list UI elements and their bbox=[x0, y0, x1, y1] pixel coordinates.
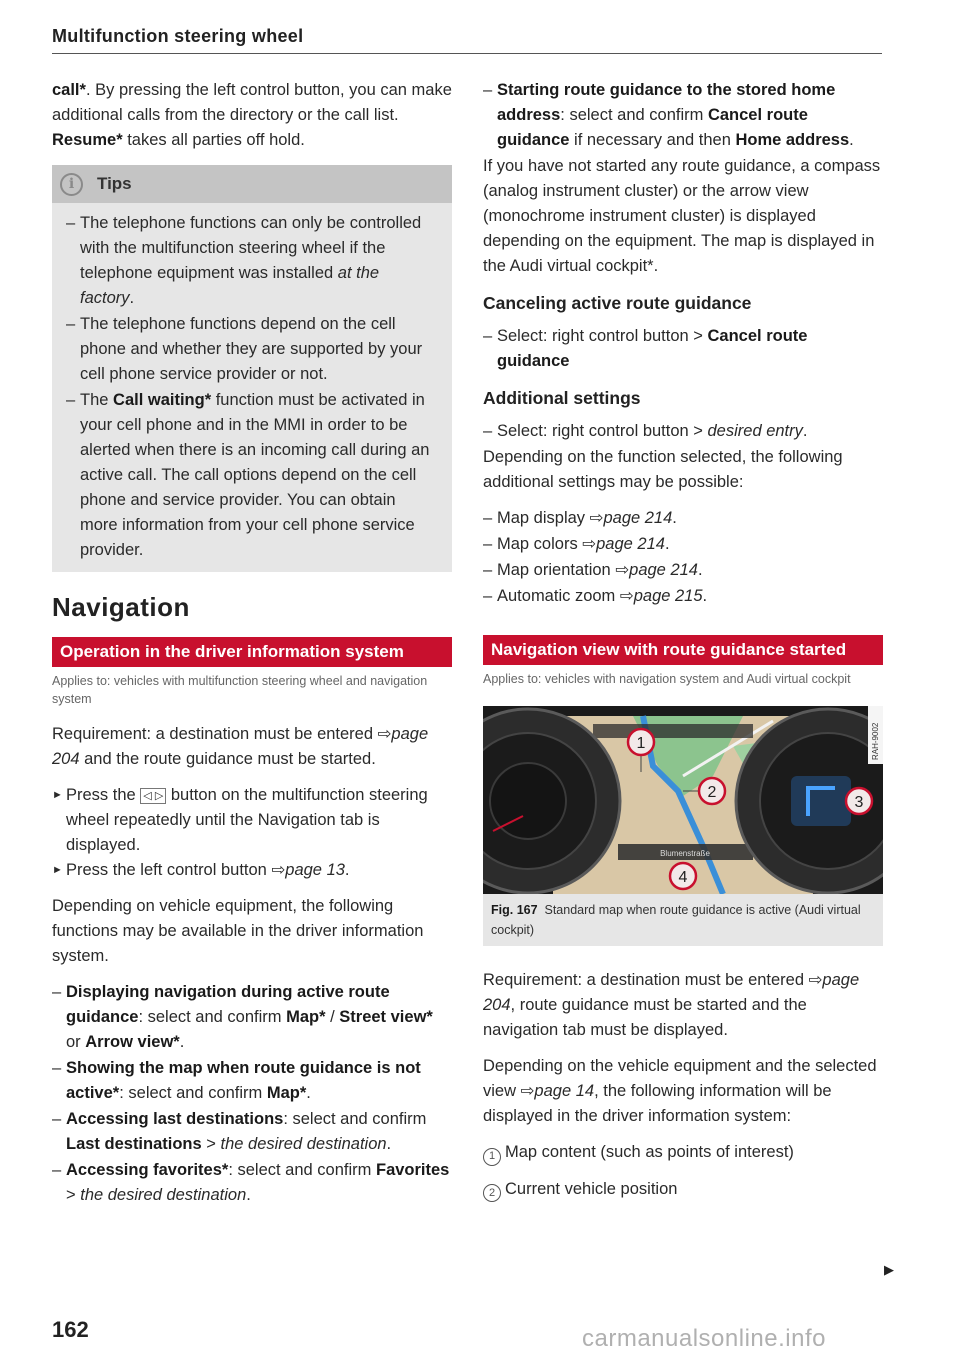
page-reference[interactable]: ⇨page 204 bbox=[483, 971, 860, 1014]
callout-4 bbox=[670, 863, 696, 889]
additional-list bbox=[483, 419, 883, 444]
subsection-title-operation: Operation in the driver information system bbox=[52, 637, 452, 667]
left-column bbox=[52, 78, 452, 1209]
arrow-keys-icon: ◁ ▷ bbox=[140, 788, 166, 804]
figure-caption: Fig. 167 Standard map when route guidance is active (Audi virtual cockpit) bbox=[483, 894, 883, 946]
function-item-home: – Starting route guidance to the stored home address: select and confirm Cancel route guidance if necessary and then Home address. bbox=[483, 78, 883, 153]
page-number: 162 bbox=[52, 1317, 89, 1342]
figure-167 bbox=[483, 706, 883, 946]
callout-3 bbox=[846, 788, 872, 814]
function-item-4: – Accessing favorites*: select and confirm Favorites > the desired destination. bbox=[52, 1158, 452, 1208]
intro-paragraph: call*. By pressing the left control button, you can make additional calls from the directory or the call list. Resume* takes all parties off hold. bbox=[52, 81, 452, 149]
fig-code-label: RAH-9002 bbox=[871, 722, 880, 760]
section-title-navigation: Navigation bbox=[52, 592, 190, 622]
page-reference[interactable]: ⇨page 214 bbox=[589, 509, 673, 527]
function-item-1: – Displaying navigation during active route guidance: select and confirm Map* / Street view* or Arrow view*. bbox=[52, 980, 452, 1055]
depending-paragraph: Depending on vehicle equipment, the following functions may be available in the driver information system. bbox=[52, 897, 424, 965]
settings-list bbox=[483, 506, 883, 609]
applies-to-note: Applies to: vehicles with multifunction steering wheel and navigation system bbox=[52, 674, 428, 706]
callout-legend-1: 1 Map content (such as points of interest) bbox=[483, 1140, 883, 1166]
svg-text:2: 2 bbox=[707, 784, 717, 801]
cockpit-svg bbox=[483, 706, 883, 894]
watermark: carmanualsonline.info bbox=[582, 1325, 826, 1352]
page-reference[interactable]: ⇨page 13 bbox=[271, 861, 345, 879]
additional-item: – Select: right control button > desired entry. bbox=[483, 419, 883, 444]
setting-item: – Automatic zoom ⇨page 215. bbox=[483, 584, 883, 609]
tip-item-3: – The Call waiting* function must be activated in your cell phone and in the MMI in order to be alerted when there is an incoming call during an active call. The call options depend on the cell phone and service provider. You can obtain more information from your cell phone service provider. bbox=[66, 388, 436, 563]
right-column bbox=[483, 78, 883, 1213]
tip-item-1: – The telephone functions can only be controlled with the multifunction steering wheel if the telephone equipment was installed at the factory. bbox=[66, 211, 436, 311]
svg-text:4: 4 bbox=[678, 869, 688, 886]
heading-canceling: Canceling active route guidance bbox=[483, 293, 752, 313]
cancel-item: – Select: right control button > Cancel route guidance bbox=[483, 324, 883, 374]
step-1: ► Press the ◁ ▷ button on the multifunction steering wheel repeatedly until the Navigation tab is displayed. bbox=[52, 783, 452, 858]
additional-depending-paragraph: Depending on the function selected, the following additional settings may be possible: bbox=[483, 448, 843, 491]
cockpit-map-illustration bbox=[483, 706, 883, 894]
requirement-paragraph: Requirement: a destination must be entered ⇨page 204 and the route guidance must be started. bbox=[52, 725, 429, 768]
function-list bbox=[52, 980, 452, 1208]
tips-body bbox=[52, 203, 452, 563]
setting-item: – Map orientation ⇨page 214. bbox=[483, 558, 883, 583]
page-header-title: Multifunction steering wheel bbox=[52, 26, 304, 46]
page-reference[interactable]: ⇨page 214 bbox=[615, 561, 698, 579]
header-rule bbox=[52, 53, 882, 54]
requirement-paragraph-2: Requirement: a destination must be entered ⇨page 204, route guidance must be started and the navigation tab must be displayed. bbox=[483, 971, 860, 1039]
no-guidance-paragraph: If you have not started any route guidance, a compass (analog instrument cluster) or the arrow view (monochrome instrument cluster) is displayed depending on the equipment. The map is displayed in the Audi virtual cockpit*. bbox=[483, 157, 881, 275]
tips-header bbox=[52, 165, 452, 203]
tip-item-2: – The telephone functions depend on the cell phone and whether they are supported by your cell phone service provider or not. bbox=[66, 312, 436, 387]
page-reference[interactable]: ⇨page 14 bbox=[520, 1082, 595, 1100]
fig-street-label: Blumenstraße bbox=[660, 849, 710, 858]
page-reference[interactable]: ⇨page 204 bbox=[52, 725, 429, 768]
function-item-3: – Accessing last destinations: select and confirm Last destinations > the desired destination. bbox=[52, 1107, 452, 1157]
callout-legend-2: 2 Current vehicle position bbox=[483, 1177, 883, 1203]
cancel-list bbox=[483, 324, 883, 374]
subsection-title-navigation-view: Navigation view with route guidance started bbox=[483, 635, 883, 665]
function-item-2: – Showing the map when route guidance is not active*: select and confirm Map*. bbox=[52, 1056, 452, 1106]
continue-arrow-icon: ▶ bbox=[884, 1262, 894, 1277]
page-header bbox=[52, 26, 882, 54]
svg-text:1: 1 bbox=[636, 735, 646, 752]
info-icon: i bbox=[60, 173, 83, 196]
setting-item: – Map colors ⇨page 214. bbox=[483, 532, 883, 557]
applies-to-note: Applies to: vehicles with navigation system and Audi virtual cockpit bbox=[483, 672, 851, 686]
home-list bbox=[483, 78, 883, 153]
step-2: ► Press the left control button ⇨page 13. bbox=[52, 858, 452, 883]
depending-paragraph-2: Depending on the vehicle equipment and the selected view ⇨page 14, the following information will be displayed in the driver information system: bbox=[483, 1057, 877, 1125]
heading-additional-settings: Additional settings bbox=[483, 388, 641, 408]
callout-2-icon: 2 bbox=[483, 1184, 501, 1202]
callout-1-icon: 1 bbox=[483, 1148, 501, 1166]
svg-text:3: 3 bbox=[854, 794, 864, 811]
setting-item: – Map display ⇨page 214. bbox=[483, 506, 883, 531]
tips-label: Tips bbox=[97, 174, 132, 193]
page-reference[interactable]: ⇨page 214 bbox=[582, 535, 665, 553]
tips-box bbox=[52, 165, 452, 572]
page-reference[interactable]: ⇨page 215 bbox=[619, 587, 703, 605]
